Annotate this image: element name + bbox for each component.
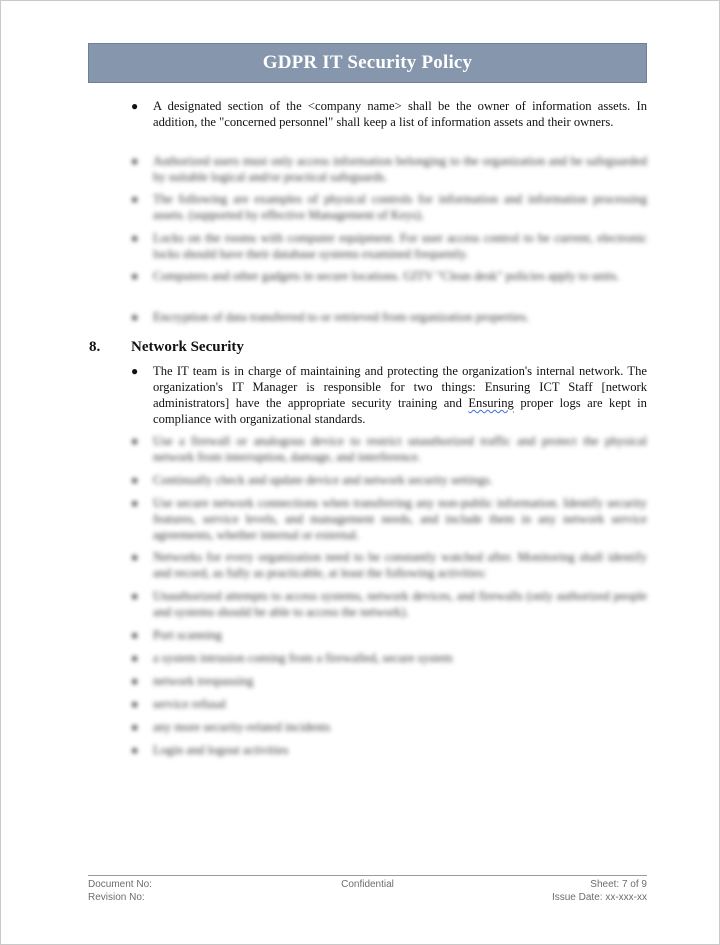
section-title: Network Security [131,339,244,355]
list-item: ● Computers and other gadgets in secure locations. GITV "Clean desk" policies apply to units. [131,269,620,283]
bullet-icon: ● [131,720,139,734]
bullet-icon: ● [131,269,139,283]
list-item: ● The following are examples of physical controls for information and information processing assets. (supported by effective Management of Keys). [131,192,647,222]
bullet-icon: ● [131,364,139,378]
list-item: ● any more security-related incidents [131,720,331,734]
bullet-icon: ● [131,674,139,688]
list-item: ● Locks on the rooms with computer equipment. For user access control to be current, electronic locks should have their database systems examined frequently. [131,231,647,261]
list-item: ● service refusal [131,697,227,711]
list-item: ● Authorized users must only access information belonging to the organization and be safeguarded by suitable logical and/or practical safeguards. [131,154,647,184]
list-item: ● The IT team is in charge of maintaining and protecting the organization's internal network. The organization's IT Manager is responsible for two things: Ensuring ICT Staff [network administrators] have the appropriate security training and Ensuring proper logs are kept in compliance with organizational standards. [131,364,647,426]
bullet-icon: ● [131,231,139,245]
list-item: ● network trespassing [131,674,254,688]
sheet-number: Sheet: 7 of 9 [590,879,647,890]
bullet-icon: ● [131,434,139,448]
footer-divider [88,875,647,876]
spellcheck-flag[interactable]: Ensuring [468,396,514,410]
list-item: ● Use a firewall or analogous device to restrict unauthorized traffic and protect the physical network from interruption, damage, and interference. [131,434,647,464]
list-item: ● Unauthorized attempts to access systems, network devices, and firewalls (only authorized people and systems should be able to access the network). [131,589,647,619]
bullet-icon: ● [131,697,139,711]
bullet-icon: ● [131,310,139,324]
bullet-icon: ● [131,628,139,642]
bullet-icon: ● [131,99,139,113]
list-item: ● Use secure network connections when transferring any non-public information. Identify security features, service levels, and management needs, and include them in any network service agreements, whether internal or external. [131,496,647,542]
bullet-icon: ● [131,651,139,665]
document-title: GDPR IT Security Policy [262,52,473,73]
bullet-icon: ● [131,496,139,510]
revision-no-label: Revision No: [88,892,145,903]
list-item: ● Networks for every organization need to be constantly watched after. Monitoring shall identify and record, as fully as practicable, at least the following activities: [131,550,647,580]
list-item: ● Continually check and update device and network security settings. [131,473,493,487]
bullet-icon: ● [131,473,139,487]
list-item: ● A designated section of the <company name> shall be the owner of information assets. In addition, the "concerned personnel" shall keep a list of information assets and their owners. [131,99,647,129]
bullet-icon: ● [131,550,139,564]
document-title-bar [88,43,647,83]
classification-label: Confidential [341,879,394,890]
section-heading [89,339,244,356]
document-no-label: Document No: [88,879,152,890]
bullet-icon: ● [131,192,139,206]
list-item: ● Login and logout activities [131,743,289,757]
list-item: ● a system intrusion coming from a firewalled, secure system [131,651,453,665]
list-item: ● Encryption of data transferred to or retrieved from organization properties. [131,310,530,324]
list-item: ● Port scanning [131,628,222,642]
bullet-icon: ● [131,154,139,168]
bullet-icon: ● [131,743,139,757]
section-number: 8. [89,339,101,355]
footer-right [552,878,647,904]
issue-date: Issue Date: xx-xxx-xx [551,892,647,903]
bullet-icon: ● [131,589,139,603]
